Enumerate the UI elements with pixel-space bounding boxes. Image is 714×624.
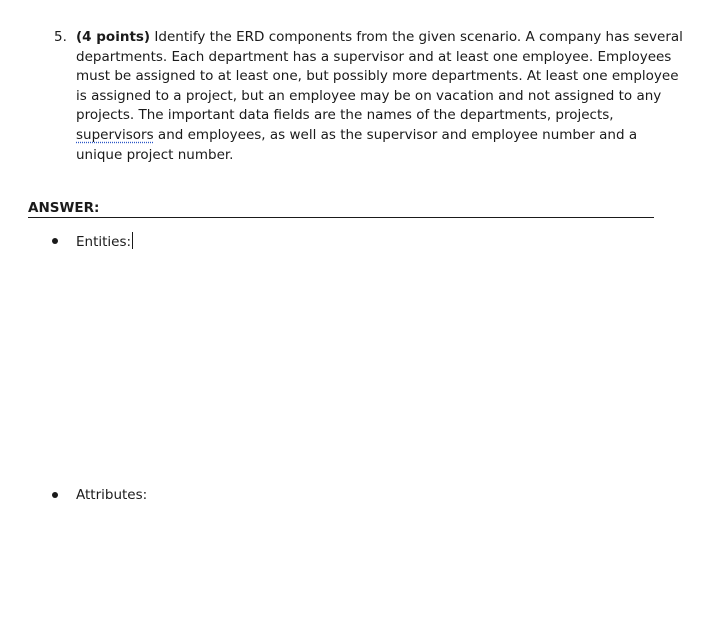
question-line-4: is assigned to a project, but an employee may be on vacation and not assigned to any <box>76 87 662 104</box>
answer-heading: ANSWER: <box>28 200 100 216</box>
answer-divider <box>28 217 654 218</box>
question-line-6-text: and employees, as well as the supervisor and employee number and a <box>153 126 638 143</box>
text-cursor-icon <box>132 232 133 249</box>
question-text <box>76 28 683 165</box>
entities-label-wrap[interactable] <box>76 232 133 251</box>
bullet-icon <box>52 238 58 244</box>
spellcheck-word[interactable]: supervisors <box>76 126 154 143</box>
question-line-1 <box>76 28 683 48</box>
bullet-icon <box>52 492 58 498</box>
question-line-2: departments. Each department has a supervisor and at least one employee. Employees <box>76 48 672 65</box>
question-line-3: must be assigned to at least one, but possibly more departments. At least one employee <box>76 68 679 85</box>
question-line-5: projects. The important data fields are the names of the departments, projects, <box>76 107 614 124</box>
question-number: 5. <box>54 29 67 45</box>
question-line-1-text: Identify the ERD components from the given scenario. A company has several <box>150 29 683 45</box>
entities-label: Entities: <box>76 234 132 250</box>
attributes-label: Attributes: <box>76 487 148 503</box>
question-points: (4 points) <box>76 29 151 45</box>
question-line-6 <box>76 126 662 146</box>
question-line-7: unique project number. <box>76 146 234 163</box>
